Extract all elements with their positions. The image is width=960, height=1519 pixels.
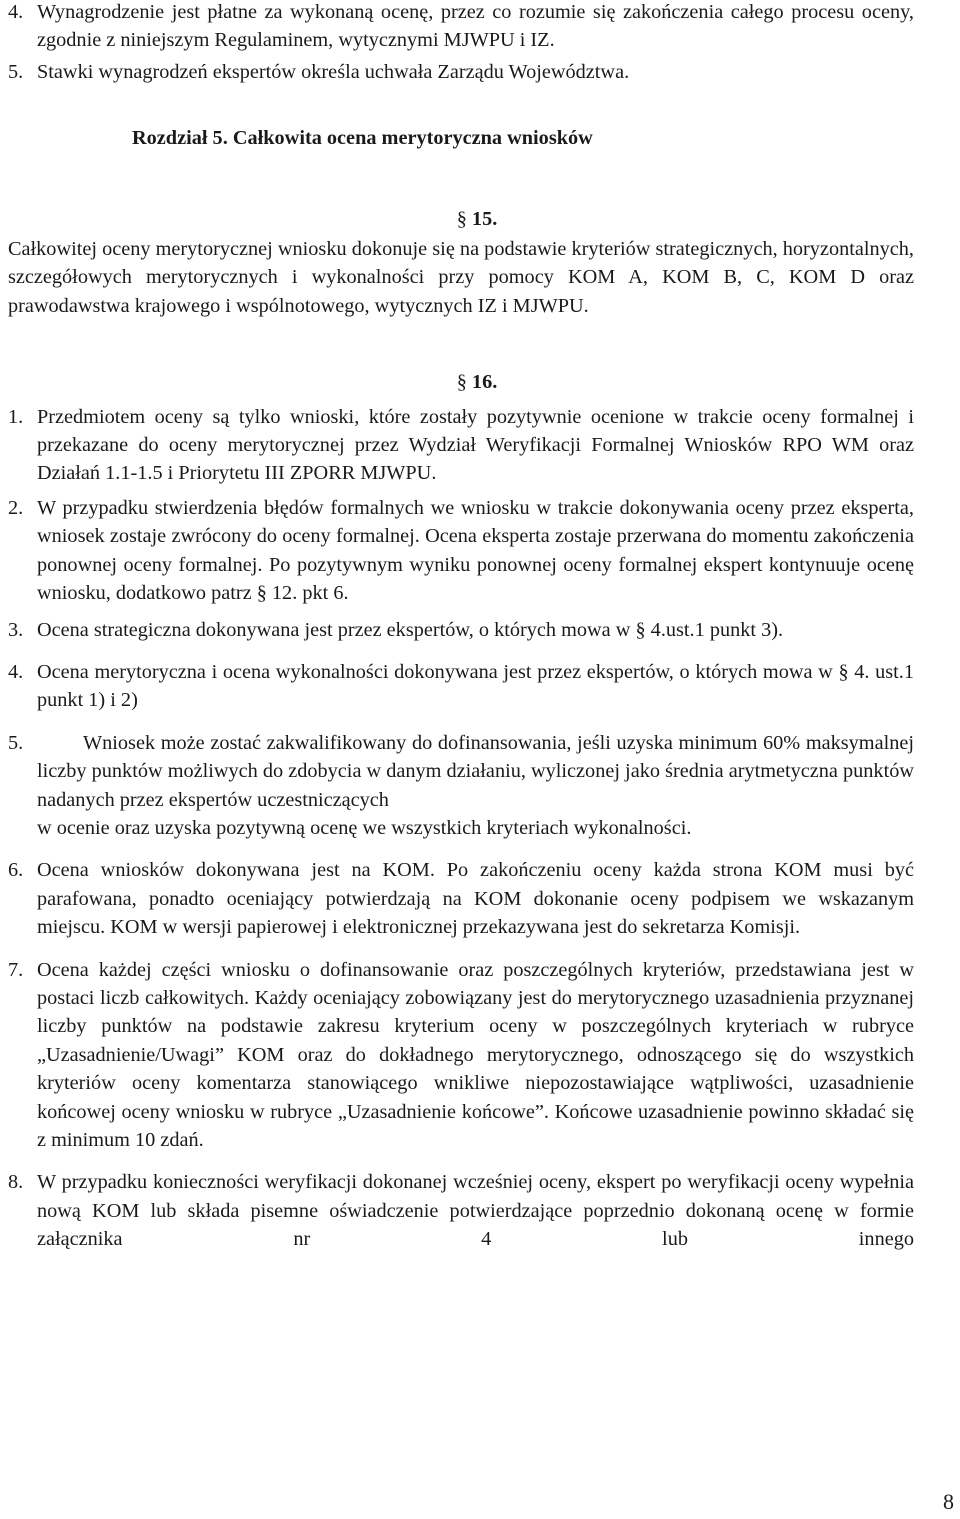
item-number: 1.: [8, 405, 24, 428]
section-symbol: §: [456, 371, 467, 394]
item-number: 6.: [8, 859, 24, 882]
item-number: 7.: [8, 958, 24, 981]
list-item: [8, 58, 914, 86]
item-number: 8.: [8, 1171, 24, 1194]
item-text-part: Wniosek może zostać zakwalifikowany do dofinansowania, jeśli uzyska minimum 60% maksymalnej liczby punktów możliwych do zdobycia w danym działaniu, wyliczonej jako średnia arytmetyczna punktów nadanych przez ekspertów uczestniczących: [37, 731, 914, 811]
item-number: 4.: [8, 1, 24, 23]
list-item: [8, 729, 914, 843]
list-item: [8, 956, 914, 1155]
item-number: 3.: [8, 618, 24, 641]
item-text-part: W przypadku stwierdzenia błędów formalnych we wniosku w trakcie dokonywania oceny przez eksperta, wniosek zostaje zwrócony do oceny formalnej. Ocena eksperta zostaje przerwana do momentu zakończenia ponownej oceny formalnej. Po pozytywnym wyniku ponownej oceny formalnej ekspert kontynuuje ocenę wniosku, dodatkowo patrz: [37, 496, 914, 605]
section-15-heading: [8, 205, 914, 233]
item-text-part: 12. pkt 6.: [271, 582, 349, 605]
section-15-text: Całkowitej oceny merytorycznej wniosku dokonuje się na podstawie kryteriów strategicznych, horyzontalnych, szczegółowych merytorycznych i wykonalności przy pomocy KOM A, KOM B, C, KOM D oraz prawodawstwa krajowego i wspólnotowego, wytycznych IZ i MJWPU.: [8, 238, 914, 317]
item-number: 5.: [8, 731, 24, 754]
section-symbol: §: [256, 582, 267, 605]
list-item: [8, 494, 914, 608]
item-text-part: 4. ust.1 punkt 1) i 2): [37, 660, 914, 712]
item-text-part: Ocena strategiczna dokonywana jest przez ekspertów, o których mowa w: [37, 618, 631, 641]
item-text: Stawki wynagrodzeń ekspertów określa uchwała Zarządu Województwa.: [37, 60, 630, 83]
list-item: [8, 658, 914, 715]
chapter-title: Rozdział 5. Całkowita ocena merytoryczna wniosków: [132, 127, 593, 150]
item-text: W przypadku konieczności weryfikacji dokonanej wcześniej oceny, ekspert po weryfikacji oceny wypełnia nową KOM lub składa pisemne oświadczenie potwierdzające poprzednio dokonaną ocenę w formie załącznika nr 4 lub innego: [37, 1171, 914, 1251]
item-number: 2.: [8, 496, 24, 519]
list-item: [8, 1168, 914, 1253]
section-symbol: §: [456, 207, 467, 230]
section-symbol: §: [635, 618, 646, 641]
item-text: Ocena wniosków dokonywana jest na KOM. Po zakończeniu oceny każda strona KOM musi być parafowana, ponadto oceniający potwierdzają na KOM dokonanie oceny podpisem we wskazanym miejscu. KOM w wersji papierowej i elektronicznej przekazywana jest do sekretarza Komisji.: [37, 859, 914, 939]
list-item: [8, 0, 914, 55]
item-text: [37, 494, 914, 608]
section-number: 16.: [471, 371, 498, 394]
list-item: [8, 856, 914, 941]
document-page: [8, 0, 914, 1254]
item-text: Wynagrodzenie jest płatne za wykonaną ocenę, przez co rozumie się zakończenia całego procesu oceny, zgodnie z niniejszym Regulaminem, wytycznymi MJWPU i IZ.: [37, 1, 914, 52]
section-number: 15.: [471, 207, 498, 230]
item-text-part: w ocenie oraz uzyska pozytywną ocenę we wszystkich kryteriach wykonalności.: [37, 816, 692, 839]
item-text: Przedmiotem oceny są tylko wnioski, które zostały pozytywnie ocenione w trakcie oceny formalnej i przekazane do oceny merytorycznej przez Wydział Weryfikacji Formalnej Wniosków RPO WM oraz Działań 1.1-1.5 i Priorytetu III ZPORR MJWPU.: [37, 405, 914, 485]
section-16-heading: [8, 368, 914, 396]
item-text: [37, 658, 914, 715]
item-text: [37, 729, 914, 843]
item-text: [37, 616, 914, 644]
item-number: 5.: [8, 60, 24, 83]
list-item: [8, 403, 914, 488]
page-number: 8: [943, 1489, 954, 1514]
item-text-part: Ocena merytoryczna i ocena wykonalności dokonywana jest przez ekspertów, o których mowa w: [37, 660, 833, 683]
item-text: Ocena każdej części wniosku o dofinansowanie oraz poszczególnych kryteriów, przedstawiana jest w postaci liczb całkowitych. Każdy oceniający zobowiązany jest do merytorycznego uzasadnienia przyznanej liczby punktów na podstawie zakresu kryterium oceny w poszczególnych kryteriach w rubryce „Uzasadnienie/Uwagi” KOM oraz do dokładnego merytorycznego, odnoszącego się do wszystkich kryteriów oceny komentarza stanowiącego wnikliwe niepozostawiające wątpliwości, uzasadnienie końcowej oceny wniosku w rubryce „Uzasadnienie końcowe”. Końcowe uzasadnienie powinno składać się z minimum 10 zdań.: [37, 958, 914, 1151]
list-item: [8, 616, 914, 644]
item-text-part: 4.ust.1 punkt 3).: [650, 618, 784, 641]
item-number: 4.: [8, 660, 24, 683]
section-symbol: §: [838, 660, 849, 683]
